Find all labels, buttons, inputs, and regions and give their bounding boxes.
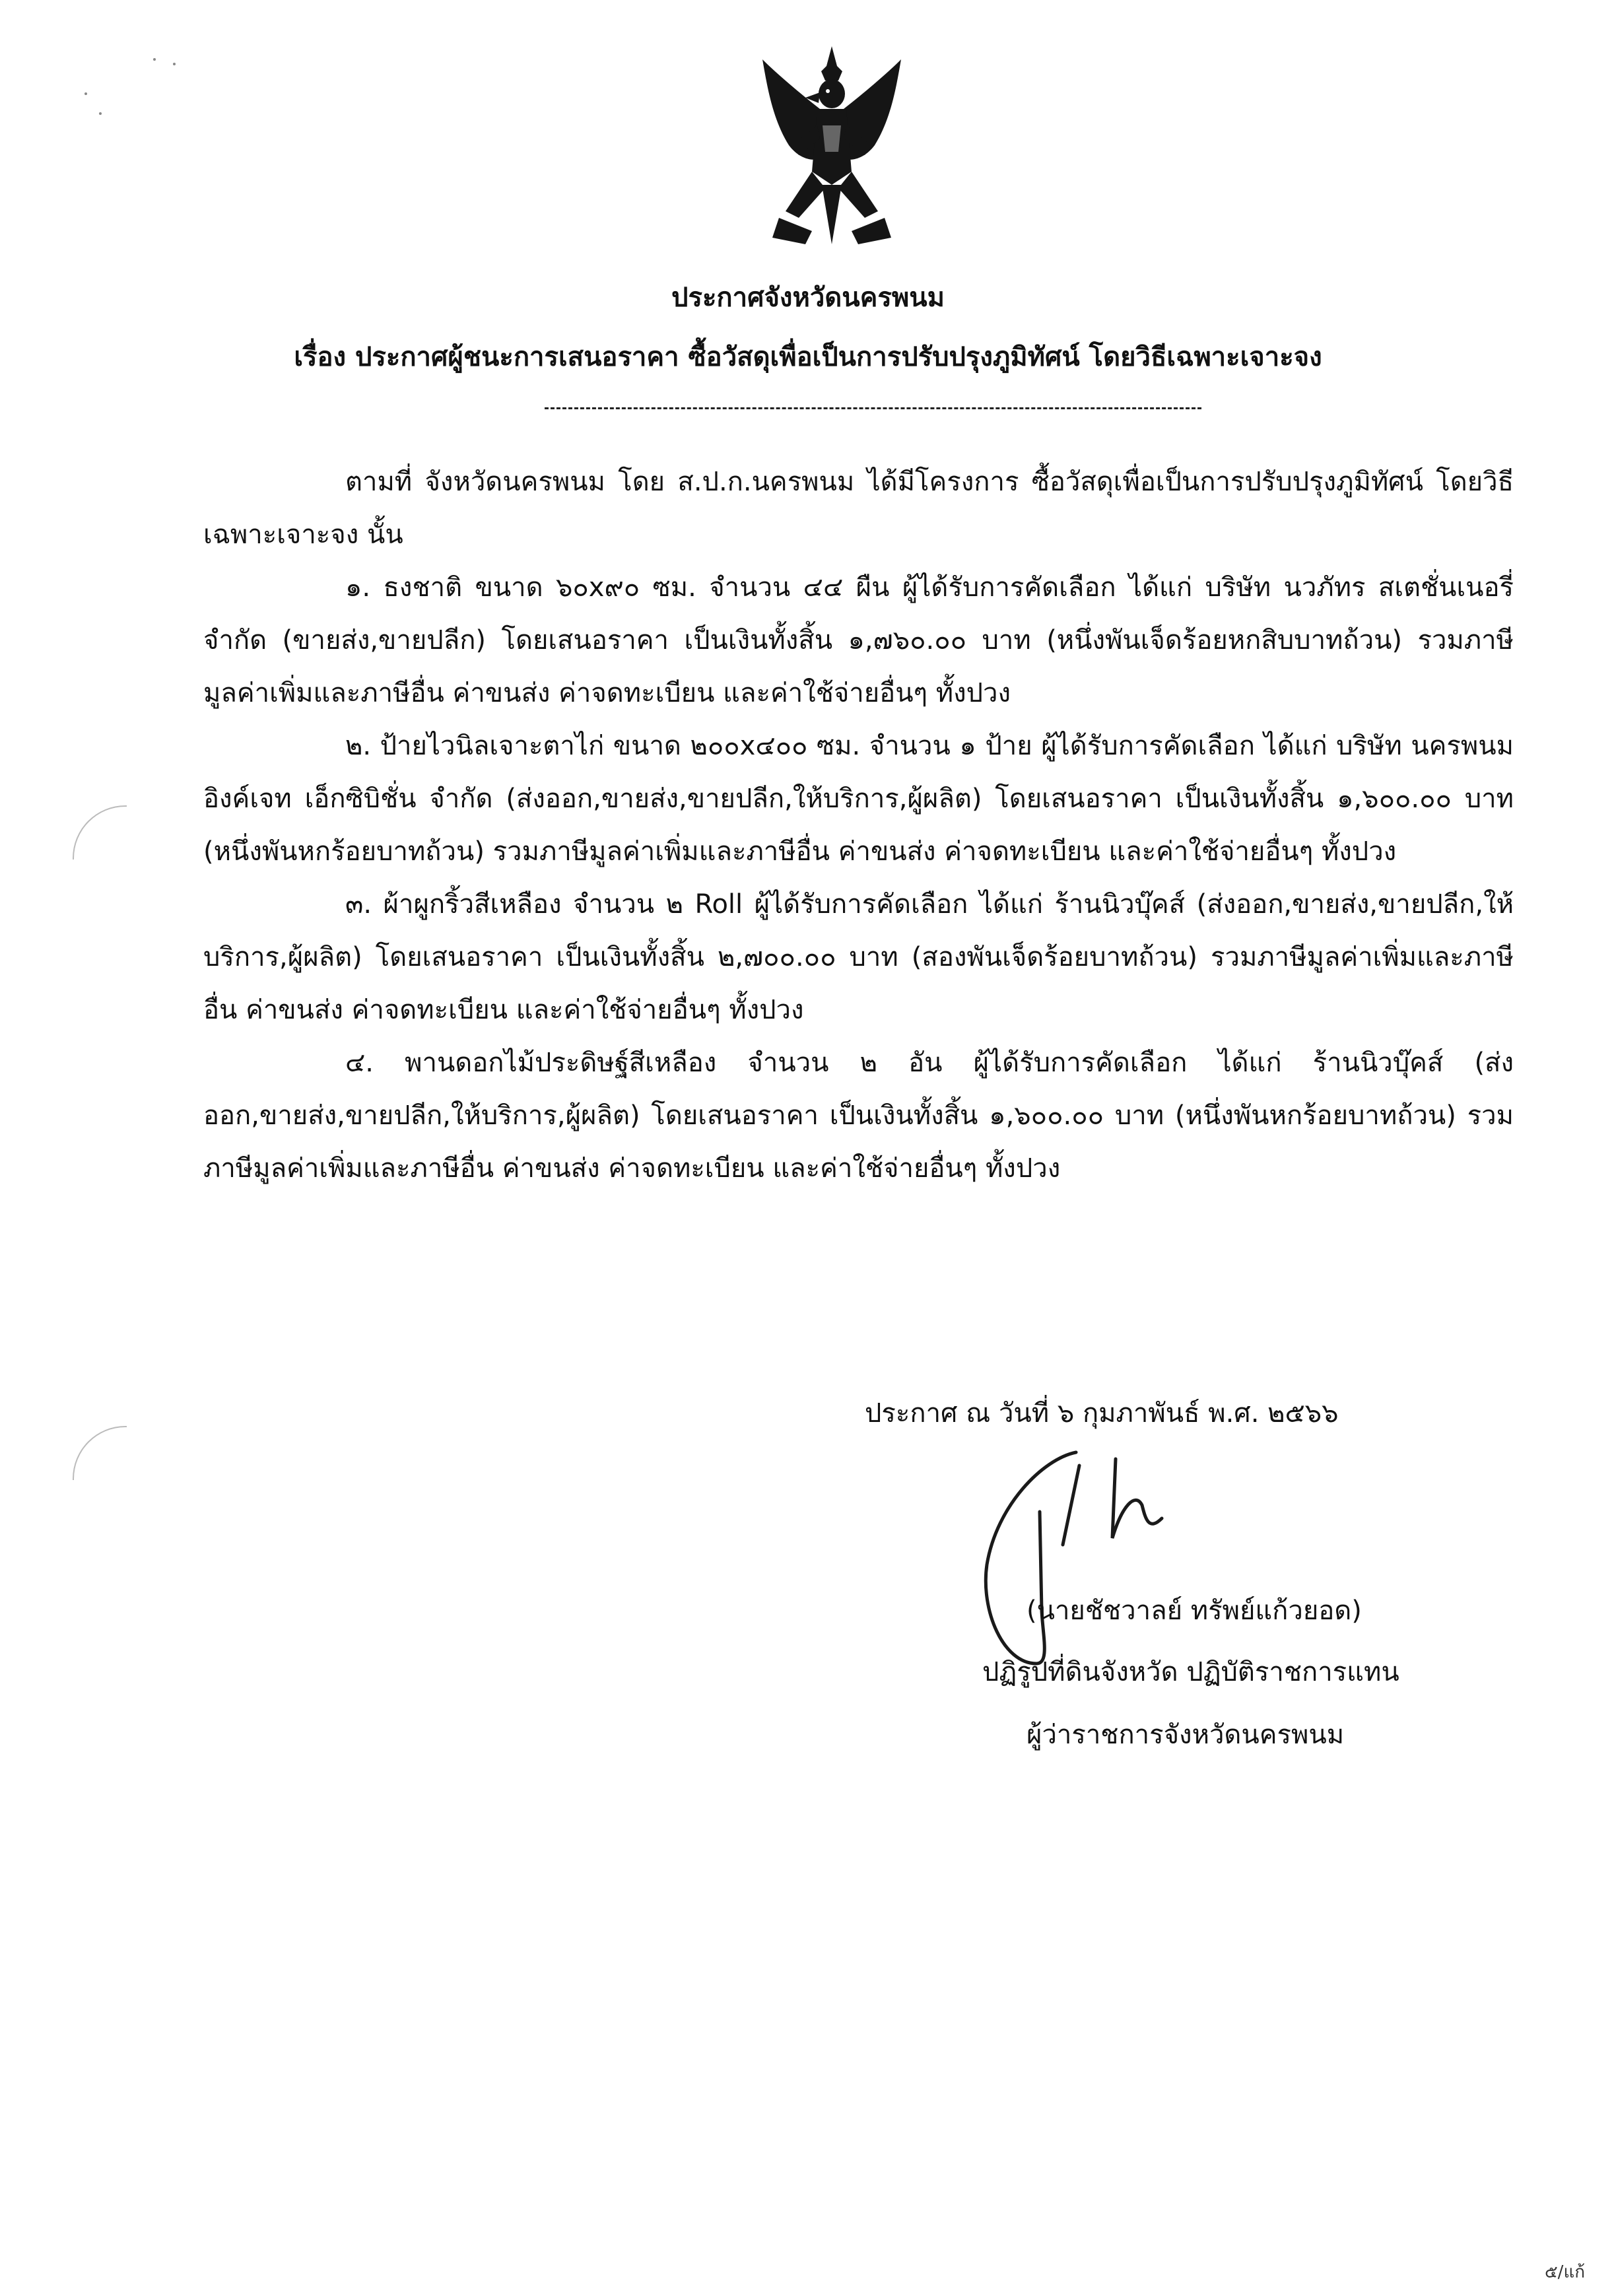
list-item: ๒. ป้ายไวนิลเจาะตาไก่ ขนาด ๒๐๐x๔๐๐ ซม. จำนวน ๑ ป้าย ผู้ได้รับการคัดเลือก ได้แก่ บริษัท นครพนมอิงค์เจท เอ็กซิบิชั่น จำกัด (ส่งออก,ขายส่ง,ขายปลีก,ให้บริการ,ผู้ผลิต) โดยเสนอราคา เป็นเงินทั้งสิ้น ๑,๖๐๐.๐๐ บาท (หนึ่งพันหกร้อยบาทถ้วน) รวมภาษีมูลค่าเพิ่มและภาษีอื่น ค่าขนส่ง ค่าจดทะเบียน และค่าใช้จ่ายอื่นๆ ทั้งปวง — [203, 731, 1514, 867]
scan-speck — [173, 63, 176, 65]
divider — [545, 407, 1201, 409]
punch-hole-mark — [73, 1426, 127, 1480]
intro-paragraph: ตามที่ จังหวัดนครพนม โดย ส.ป.ก.นครพนม ได้มีโครงการ ซื้อวัสดุเพื่อเป็นการปรับปรุงภูมิทัศน์ โดยวิธีเฉพาะเจาะจง นั้น — [203, 467, 1514, 550]
announcement-date: ประกาศ ณ วันที่ ๖ กุมภาพันธ์ พ.ศ. ๒๕๖๖ — [865, 1398, 1339, 1429]
document-subject: เรื่อง ประกาศผู้ชนะการเสนอราคา ซื้อวัสดุเพื่อเป็นการปรับปรุงภูมิทัศน์ โดยวิธีเฉพาะเจาะจง — [294, 342, 1322, 372]
document-body — [203, 456, 1514, 1195]
scan-speck — [153, 58, 156, 61]
signature-icon — [964, 1446, 1294, 1683]
garuda-emblem-icon — [759, 46, 904, 257]
scan-speck — [99, 112, 102, 115]
list-item: ๑. ธงชาติ ขนาด ๖๐x๙๐ ซม. จำนวน ๔๔ ผืน ผู้ได้รับการคัดเลือก ได้แก่ บริษัท นวภัทร สเตชั่นเนอรี่ จำกัด (ขายส่ง,ขายปลีก) โดยเสนอราคา เป็นเงินทั้งสิ้น ๑,๗๖๐.๐๐ บาท (หนึ่งพันเจ็ดร้อยหกสิบบาทถ้วน) รวมภาษีมูลค่าเพิ่มและภาษีอื่น ค่าขนส่ง ค่าจดทะเบียน และค่าใช้จ่ายอื่นๆ ทั้งปวง — [203, 572, 1514, 708]
document-title: ประกาศจังหวัดนครพนม — [671, 283, 945, 313]
corner-note: ๕/แก้ — [1545, 2262, 1585, 2282]
list-item: ๔. พานดอกไม้ประดิษฐ์สีเหลือง จำนวน ๒ อัน ผู้ได้รับการคัดเลือก ได้แก่ ร้านนิวบุ๊คส์ (ส่งออก,ขายส่ง,ขายปลีก,ให้บริการ,ผู้ผลิต) โดยเสนอราคา เป็นเงินทั้งสิ้น ๑,๖๐๐.๐๐ บาท (หนึ่งพันหกร้อยบาทถ้วน) รวมภาษีมูลค่าเพิ่มและภาษีอื่น ค่าขนส่ง ค่าจดทะเบียน และค่าใช้จ่ายอื่นๆ ทั้งปวง — [203, 1048, 1514, 1184]
list-item: ๓. ผ้าผูกริ้วสีเหลือง จำนวน ๒ Roll ผู้ได้รับการคัดเลือก ได้แก่ ร้านนิวบุ๊คส์ (ส่งออก,ขายส่ง,ขายปลีก,ให้บริการ,ผู้ผลิต) โดยเสนอราคา เป็นเงินทั้งสิ้น ๒,๗๐๐.๐๐ บาท (สองพันเจ็ดร้อยบาทถ้วน) รวมภาษีมูลค่าเพิ่มและภาษีอื่น ค่าขนส่ง ค่าจดทะเบียน และค่าใช้จ่ายอื่นๆ ทั้งปวง — [203, 889, 1514, 1025]
scan-speck — [84, 92, 87, 95]
signer-authority: ผู้ว่าราชการจังหวัดนครพนม — [1027, 1720, 1345, 1750]
signer-name: (นายชัชวาลย์ ทรัพย์แก้วยอด) — [1027, 1596, 1362, 1626]
punch-hole-mark — [73, 805, 127, 860]
signer-position: ปฏิรูปที่ดินจังหวัด ปฏิบัติราชการแทน — [982, 1657, 1399, 1687]
